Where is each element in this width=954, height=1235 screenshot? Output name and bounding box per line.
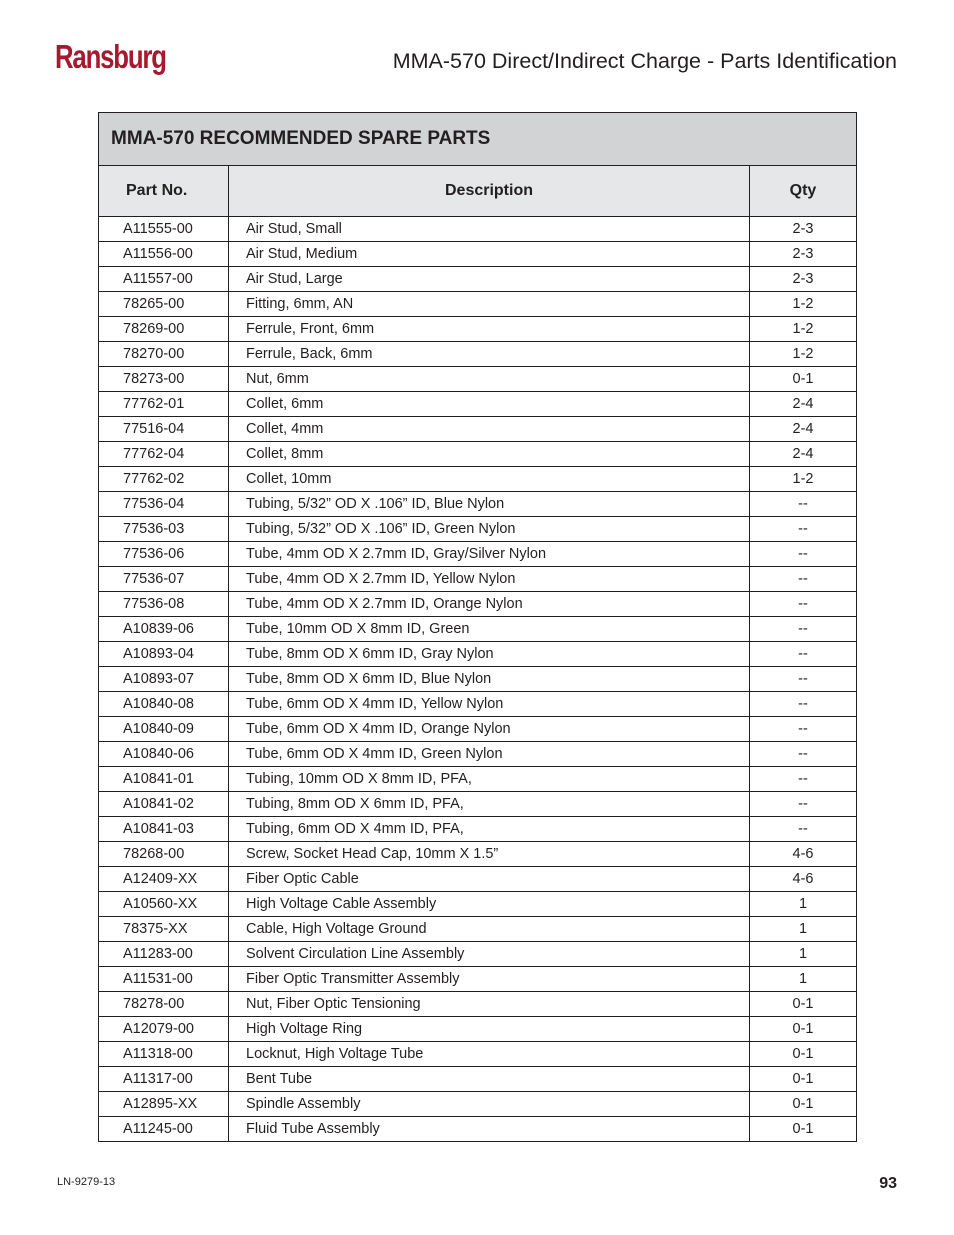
part-number-cell: A11557-00 <box>99 267 229 292</box>
part-number-cell: 78269-00 <box>99 317 229 342</box>
qty-cell: 1 <box>750 942 857 967</box>
description-cell: Air Stud, Large <box>229 267 750 292</box>
part-number-cell: 77762-02 <box>99 467 229 492</box>
qty-cell: 1 <box>750 917 857 942</box>
part-number-cell: A10840-08 <box>99 692 229 717</box>
qty-cell: 0-1 <box>750 1067 857 1092</box>
table-row <box>99 1117 857 1142</box>
description-cell: Screw, Socket Head Cap, 10mm X 1.5” <box>229 842 750 867</box>
page-title: MMA-570 Direct/Indirect Charge - Parts Identification <box>392 49 897 73</box>
qty-cell: 1-2 <box>750 317 857 342</box>
table-row <box>99 442 857 467</box>
part-number-cell: 77536-06 <box>99 542 229 567</box>
table-row <box>99 767 857 792</box>
description-cell: Ferrule, Back, 6mm <box>229 342 750 367</box>
qty-cell: 0-1 <box>750 1117 857 1142</box>
part-number-cell: A11531-00 <box>99 967 229 992</box>
table-row <box>99 467 857 492</box>
column-header-description: Description <box>229 166 750 217</box>
table-row <box>99 617 857 642</box>
part-number-cell: 77536-08 <box>99 592 229 617</box>
qty-cell: 2-3 <box>750 217 857 242</box>
brand-logo: Ransburg <box>55 38 166 75</box>
part-number-cell: 78375-XX <box>99 917 229 942</box>
description-cell: Collet, 4mm <box>229 417 750 442</box>
table-row <box>99 342 857 367</box>
qty-cell: 0-1 <box>750 1042 857 1067</box>
description-cell: Tube, 6mm OD X 4mm ID, Green Nylon <box>229 742 750 767</box>
description-cell: Tube, 6mm OD X 4mm ID, Yellow Nylon <box>229 692 750 717</box>
table-row <box>99 692 857 717</box>
part-number-cell: A10893-04 <box>99 642 229 667</box>
part-number-cell: A11317-00 <box>99 1067 229 1092</box>
page-number: 93 <box>879 1175 897 1192</box>
qty-cell: -- <box>750 542 857 567</box>
description-cell: Fiber Optic Transmitter Assembly <box>229 967 750 992</box>
table-row <box>99 992 857 1017</box>
table-header-row <box>99 166 857 217</box>
table-row <box>99 1017 857 1042</box>
description-cell: Tubing, 8mm OD X 6mm ID, PFA, <box>229 792 750 817</box>
part-number-cell: A10841-03 <box>99 817 229 842</box>
table-row <box>99 667 857 692</box>
description-cell: Tubing, 5/32” OD X .106” ID, Green Nylon <box>229 517 750 542</box>
document-number: LN-9279-13 <box>57 1176 116 1188</box>
part-number-cell: A10841-01 <box>99 767 229 792</box>
table-row <box>99 367 857 392</box>
part-number-cell: A12409-XX <box>99 867 229 892</box>
part-number-cell: A11555-00 <box>99 217 229 242</box>
qty-cell: 0-1 <box>750 1017 857 1042</box>
description-cell: Tubing, 10mm OD X 8mm ID, PFA, <box>229 767 750 792</box>
table-row <box>99 267 857 292</box>
qty-cell: -- <box>750 742 857 767</box>
qty-cell: -- <box>750 567 857 592</box>
description-cell: Spindle Assembly <box>229 1092 750 1117</box>
qty-cell: -- <box>750 817 857 842</box>
qty-cell: -- <box>750 617 857 642</box>
part-number-cell: 77762-04 <box>99 442 229 467</box>
table-caption: MMA-570 RECOMMENDED SPARE PARTS <box>99 113 857 166</box>
part-number-cell: A10893-07 <box>99 667 229 692</box>
qty-cell: 4-6 <box>750 867 857 892</box>
table-row <box>99 542 857 567</box>
part-number-cell: A10841-02 <box>99 792 229 817</box>
description-cell: Tubing, 6mm OD X 4mm ID, PFA, <box>229 817 750 842</box>
table-row <box>99 642 857 667</box>
qty-cell: -- <box>750 792 857 817</box>
qty-cell: -- <box>750 517 857 542</box>
table-row <box>99 967 857 992</box>
qty-cell: -- <box>750 767 857 792</box>
part-number-cell: 77536-07 <box>99 567 229 592</box>
part-number-cell: A11283-00 <box>99 942 229 967</box>
description-cell: Collet, 6mm <box>229 392 750 417</box>
table-row <box>99 742 857 767</box>
qty-cell: 1 <box>750 892 857 917</box>
qty-cell: -- <box>750 667 857 692</box>
part-number-cell: A10840-09 <box>99 717 229 742</box>
description-cell: Tube, 10mm OD X 8mm ID, Green <box>229 617 750 642</box>
description-cell: Bent Tube <box>229 1067 750 1092</box>
table-row <box>99 492 857 517</box>
qty-cell: 2-4 <box>750 442 857 467</box>
table-row <box>99 717 857 742</box>
table-row <box>99 917 857 942</box>
part-number-cell: 77516-04 <box>99 417 229 442</box>
part-number-cell: A11245-00 <box>99 1117 229 1142</box>
description-cell: High Voltage Cable Assembly <box>229 892 750 917</box>
table-row <box>99 1067 857 1092</box>
qty-cell: 1-2 <box>750 467 857 492</box>
part-number-cell: A11318-00 <box>99 1042 229 1067</box>
table-row <box>99 892 857 917</box>
description-cell: Fitting, 6mm, AN <box>229 292 750 317</box>
part-number-cell: 78268-00 <box>99 842 229 867</box>
qty-cell: 2-3 <box>750 242 857 267</box>
table-row <box>99 1042 857 1067</box>
qty-cell: 4-6 <box>750 842 857 867</box>
description-cell: Collet, 8mm <box>229 442 750 467</box>
table-row <box>99 792 857 817</box>
description-cell: High Voltage Ring <box>229 1017 750 1042</box>
qty-cell: 2-4 <box>750 392 857 417</box>
table-row <box>99 817 857 842</box>
table-row <box>99 392 857 417</box>
table-body <box>99 217 857 1142</box>
description-cell: Air Stud, Small <box>229 217 750 242</box>
qty-cell: 0-1 <box>750 1092 857 1117</box>
table-row <box>99 217 857 242</box>
qty-cell: 1 <box>750 967 857 992</box>
description-cell: Tube, 8mm OD X 6mm ID, Gray Nylon <box>229 642 750 667</box>
part-number-cell: 78278-00 <box>99 992 229 1017</box>
table-row <box>99 417 857 442</box>
part-number-cell: A10839-06 <box>99 617 229 642</box>
table-row <box>99 317 857 342</box>
part-number-cell: 77536-03 <box>99 517 229 542</box>
part-number-cell: 77762-01 <box>99 392 229 417</box>
description-cell: Tube, 4mm OD X 2.7mm ID, Yellow Nylon <box>229 567 750 592</box>
table-row <box>99 842 857 867</box>
part-number-cell: A12079-00 <box>99 1017 229 1042</box>
description-cell: Fluid Tube Assembly <box>229 1117 750 1142</box>
qty-cell: 2-4 <box>750 417 857 442</box>
part-number-cell: A10560-XX <box>99 892 229 917</box>
qty-cell: -- <box>750 692 857 717</box>
description-cell: Nut, 6mm <box>229 367 750 392</box>
description-cell: Tube, 8mm OD X 6mm ID, Blue Nylon <box>229 667 750 692</box>
description-cell: Solvent Circulation Line Assembly <box>229 942 750 967</box>
description-cell: Tube, 4mm OD X 2.7mm ID, Orange Nylon <box>229 592 750 617</box>
qty-cell: 1-2 <box>750 292 857 317</box>
description-cell: Nut, Fiber Optic Tensioning <box>229 992 750 1017</box>
description-cell: Air Stud, Medium <box>229 242 750 267</box>
part-number-cell: A11556-00 <box>99 242 229 267</box>
table-row <box>99 867 857 892</box>
part-number-cell: 78270-00 <box>99 342 229 367</box>
part-number-cell: A10840-06 <box>99 742 229 767</box>
table-row <box>99 1092 857 1117</box>
description-cell: Fiber Optic Cable <box>229 867 750 892</box>
column-header-part-no: Part No. <box>99 166 229 217</box>
description-cell: Tubing, 5/32” OD X .106” ID, Blue Nylon <box>229 492 750 517</box>
qty-cell: 2-3 <box>750 267 857 292</box>
table-row <box>99 242 857 267</box>
part-number-cell: A12895-XX <box>99 1092 229 1117</box>
description-cell: Cable, High Voltage Ground <box>229 917 750 942</box>
part-number-cell: 77536-04 <box>99 492 229 517</box>
qty-cell: -- <box>750 592 857 617</box>
part-number-cell: 78265-00 <box>99 292 229 317</box>
qty-cell: 0-1 <box>750 992 857 1017</box>
column-header-qty: Qty <box>750 166 857 217</box>
qty-cell: -- <box>750 717 857 742</box>
table-row <box>99 517 857 542</box>
qty-cell: -- <box>750 492 857 517</box>
table-row <box>99 592 857 617</box>
qty-cell: 0-1 <box>750 367 857 392</box>
table-row <box>99 942 857 967</box>
qty-cell: -- <box>750 642 857 667</box>
description-cell: Locknut, High Voltage Tube <box>229 1042 750 1067</box>
table-caption-row <box>99 113 857 166</box>
description-cell: Ferrule, Front, 6mm <box>229 317 750 342</box>
table-row <box>99 292 857 317</box>
table-row <box>99 567 857 592</box>
part-number-cell: 78273-00 <box>99 367 229 392</box>
description-cell: Tube, 4mm OD X 2.7mm ID, Gray/Silver Nylon <box>229 542 750 567</box>
description-cell: Tube, 6mm OD X 4mm ID, Orange Nylon <box>229 717 750 742</box>
spare-parts-table <box>98 112 857 1142</box>
qty-cell: 1-2 <box>750 342 857 367</box>
description-cell: Collet, 10mm <box>229 467 750 492</box>
